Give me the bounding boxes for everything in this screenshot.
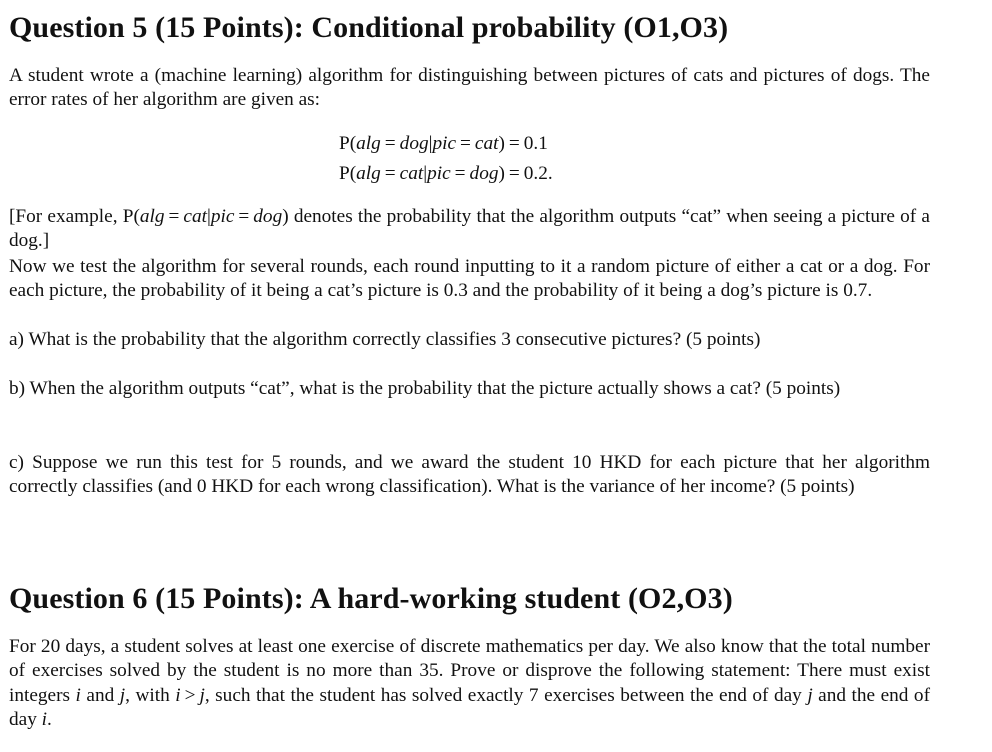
q6-text-with: , with	[125, 684, 176, 706]
eq2-var1: alg	[356, 163, 381, 184]
q6-text-3: and the end of day	[9, 684, 930, 731]
q6-text-end: .	[47, 709, 52, 731]
example-equals: =	[168, 206, 180, 227]
question-6-body	[9, 635, 930, 733]
equation-error-rate-1	[339, 131, 548, 157]
q6-var-i-3: i	[41, 709, 48, 731]
example-var2: pic	[210, 206, 235, 227]
q6-var-j-1: j	[119, 684, 126, 706]
example-val1: cat	[183, 206, 207, 227]
equation-error-rate-2	[339, 161, 553, 187]
eq1-rhs: 0.1	[523, 133, 548, 154]
question-5-test-description: Now we test the algorithm for several rounds, each round inputting to it a random picture of either a cat or a dog. For each picture, the probability of it being a cat’s picture is 0.3 and the probability of it being a dog’s picture is 0.7.	[9, 256, 930, 302]
question-5-intro: A student wrote a (machine learning) algorithm for distinguishing between pictures of cats and pictures of dogs. The error rates of her algorithm are given as:	[9, 65, 930, 111]
example-val2: dog	[253, 206, 283, 227]
eq2-p: P(	[339, 163, 357, 184]
eq2-var2: pic	[427, 163, 451, 184]
question-5-part-c: c) Suppose we run this test for 5 rounds, and we award the student 10 HKD for each picture that her algorithm correctly classifies (and 0 HKD for each wrong classification). What is the variance of her income? (5 points)	[9, 452, 930, 498]
example-p: P(	[122, 206, 140, 227]
eq2-equals-3: =	[508, 163, 520, 184]
eq1-val2: cat	[474, 133, 499, 154]
example-bar: |	[206, 206, 211, 227]
example-equals-2: =	[238, 206, 250, 227]
question-5-example	[9, 205, 930, 254]
eq2-close: )	[498, 163, 505, 184]
question-5-part-a: a) What is the probability that the algorithm correctly classifies 3 consecutive pictures? (5 points)	[9, 329, 761, 350]
q6-var-j-2: j	[199, 684, 205, 706]
eq1-p: P(	[339, 133, 357, 154]
q6-text-and: and	[80, 684, 120, 706]
q6-var-i-2: i	[175, 684, 181, 706]
question-5-part-b: b) When the algorithm outputs “cat”, what is the probability that the picture actually shows a cat? (5 points)	[9, 378, 841, 399]
eq2-bar: |	[423, 163, 428, 184]
eq1-var2: pic	[432, 133, 457, 154]
eq1-equals-3: =	[508, 133, 520, 154]
eq2-val1: cat	[399, 163, 424, 184]
question-5-heading: Question 5 (15 Points): Conditional probability (O1,O3)	[9, 11, 729, 44]
q6-var-j-3: j	[807, 684, 813, 706]
q6-text-1: For 20 days, a student solves at least one exercise of discrete mathematics per day. We also know that the total number of exercises solved by the student is no more than 35. Prove or disprove the following statement: There must exist integers	[9, 636, 930, 706]
example-rest: denotes the probability that the algorithm outputs “cat” when seeing a picture of a dog.]	[9, 206, 930, 252]
eq2-val2: dog	[469, 163, 499, 184]
eq1-val1: dog	[399, 133, 429, 154]
example-open: [For example,	[9, 206, 123, 227]
eq1-equals-2: =	[460, 133, 471, 154]
q6-text-2: , such that the student has solved exactly 7 exercises between the end of day	[204, 684, 808, 706]
eq2-rhs: 0.2.	[523, 163, 553, 184]
eq1-bar: |	[428, 133, 433, 154]
eq2-equals: =	[384, 163, 396, 184]
q6-greater-than: >	[184, 684, 196, 706]
eq2-equals-2: =	[454, 163, 466, 184]
eq1-close: )	[498, 133, 505, 154]
example-var1: alg	[139, 206, 165, 227]
example-close: )	[282, 206, 289, 227]
question-6-heading: Question 6 (15 Points): A hard-working student (O2,O3)	[9, 582, 733, 615]
eq1-equals: =	[384, 133, 396, 154]
eq1-var1: alg	[356, 133, 381, 154]
q6-var-i-1: i	[75, 684, 81, 706]
